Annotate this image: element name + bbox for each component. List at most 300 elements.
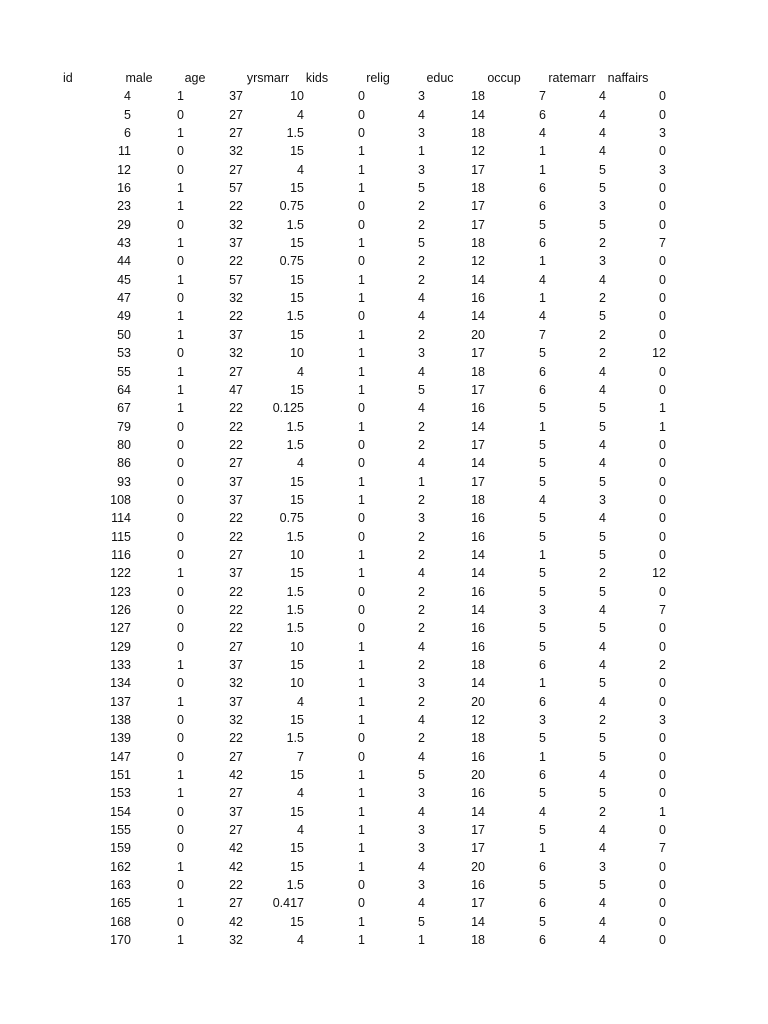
cell-occup: 5 — [539, 217, 546, 232]
cell-kids: 1 — [358, 492, 365, 507]
cell-kids: 0 — [358, 529, 365, 544]
cell-yrsmarr: 4 — [297, 364, 304, 379]
cell-ratemarr: 3 — [599, 254, 606, 269]
column-header-relig: relig — [366, 71, 390, 85]
table-row — [0, 729, 768, 747]
cell-kids: 0 — [358, 896, 365, 911]
cell-male: 0 — [177, 841, 184, 856]
cell-occup: 4 — [539, 492, 546, 507]
cell-naffairs: 0 — [659, 217, 666, 232]
cell-relig: 4 — [418, 401, 425, 416]
cell-kids: 0 — [358, 254, 365, 269]
cell-kids: 1 — [358, 658, 365, 672]
cell-id: 16 — [117, 181, 131, 196]
cell-kids: 0 — [358, 456, 365, 471]
cell-kids: 0 — [358, 199, 365, 214]
cell-kids: 0 — [358, 511, 365, 526]
cell-age: 22 — [229, 878, 243, 893]
cell-naffairs: 3 — [659, 713, 666, 728]
cell-yrsmarr: 10 — [290, 346, 304, 361]
cell-yrsmarr: 0.75 — [279, 511, 304, 526]
cell-educ: 16 — [471, 511, 485, 526]
table-row — [0, 674, 768, 692]
cell-educ: 14 — [471, 547, 485, 562]
cell-ratemarr: 4 — [599, 456, 606, 471]
cell-relig: 3 — [418, 511, 425, 526]
cell-male: 0 — [177, 713, 184, 728]
cell-ratemarr: 4 — [599, 89, 606, 104]
cell-age: 42 — [229, 859, 243, 874]
cell-ratemarr: 2 — [599, 346, 606, 361]
cell-ratemarr: 2 — [599, 713, 606, 728]
cell-educ: 16 — [471, 621, 485, 636]
cell-male: 1 — [177, 181, 184, 196]
cell-occup: 1 — [539, 749, 546, 764]
cell-male: 0 — [177, 291, 184, 306]
cell-male: 0 — [177, 584, 184, 599]
cell-age: 22 — [229, 602, 243, 617]
cell-id: 122 — [110, 566, 131, 581]
cell-kids: 0 — [358, 309, 365, 324]
cell-yrsmarr: 4 — [297, 456, 304, 471]
cell-yrsmarr: 15 — [290, 144, 304, 159]
cell-ratemarr: 4 — [599, 382, 606, 397]
cell-ratemarr: 5 — [599, 749, 606, 764]
column-header-id: id — [63, 71, 73, 85]
cell-kids: 1 — [358, 272, 365, 287]
cell-occup: 5 — [539, 456, 546, 471]
cell-occup: 5 — [539, 584, 546, 599]
column-header-kids: kids — [305, 71, 329, 85]
cell-ratemarr: 2 — [599, 804, 606, 819]
cell-yrsmarr: 1.5 — [286, 878, 304, 893]
table-row — [0, 638, 768, 656]
cell-relig: 2 — [418, 584, 425, 599]
cell-id: 29 — [117, 217, 131, 232]
cell-occup: 1 — [539, 291, 546, 306]
table-row — [0, 546, 768, 564]
cell-ratemarr: 5 — [599, 676, 606, 691]
cell-occup: 6 — [539, 382, 546, 397]
column-header-naffairs: naffairs — [607, 71, 649, 85]
cell-educ: 17 — [471, 217, 485, 232]
cell-naffairs: 0 — [659, 327, 666, 342]
cell-yrsmarr: 10 — [290, 676, 304, 691]
cell-kids: 0 — [358, 749, 365, 764]
table-row — [0, 766, 768, 784]
cell-ratemarr: 4 — [599, 437, 606, 452]
cell-ratemarr: 4 — [599, 144, 606, 159]
table-row — [0, 931, 768, 949]
cell-age: 37 — [229, 566, 243, 581]
cell-naffairs: 0 — [659, 914, 666, 929]
cell-male: 0 — [177, 492, 184, 507]
cell-relig: 4 — [418, 639, 425, 654]
cell-ratemarr: 4 — [599, 511, 606, 526]
cell-male: 0 — [177, 162, 184, 177]
cell-age: 37 — [229, 236, 243, 251]
cell-occup: 6 — [539, 859, 546, 874]
cell-occup: 5 — [539, 346, 546, 361]
cell-male: 1 — [177, 859, 184, 874]
cell-kids: 0 — [358, 401, 365, 416]
table-row — [0, 161, 768, 179]
cell-yrsmarr: 15 — [290, 181, 304, 196]
cell-age: 27 — [229, 162, 243, 177]
cell-age: 22 — [229, 254, 243, 269]
column-header-age: age — [184, 71, 206, 85]
cell-occup: 5 — [539, 823, 546, 838]
cell-relig: 2 — [418, 419, 425, 434]
cell-relig: 2 — [418, 254, 425, 269]
cell-age: 32 — [229, 933, 243, 948]
cell-naffairs: 0 — [659, 511, 666, 526]
cell-relig: 3 — [418, 823, 425, 838]
table-row — [0, 564, 768, 582]
cell-kids: 0 — [358, 602, 365, 617]
cell-male: 0 — [177, 346, 184, 361]
cell-kids: 1 — [358, 694, 365, 709]
cell-educ: 16 — [471, 529, 485, 544]
cell-yrsmarr: 4 — [297, 694, 304, 709]
cell-male: 0 — [177, 511, 184, 526]
table-row — [0, 509, 768, 527]
cell-male: 0 — [177, 254, 184, 269]
cell-male: 1 — [177, 401, 184, 416]
cell-kids: 1 — [358, 547, 365, 562]
table-row — [0, 858, 768, 876]
cell-id: 86 — [117, 456, 131, 471]
cell-kids: 0 — [358, 89, 365, 104]
cell-ratemarr: 5 — [599, 529, 606, 544]
cell-ratemarr: 3 — [599, 492, 606, 507]
cell-yrsmarr: 15 — [290, 859, 304, 874]
cell-occup: 5 — [539, 401, 546, 416]
cell-educ: 20 — [471, 694, 485, 709]
cell-naffairs: 0 — [659, 437, 666, 452]
cell-naffairs: 0 — [659, 199, 666, 214]
column-header-male: male — [125, 71, 153, 85]
column-header-yrsmarr: yrsmarr — [246, 71, 290, 85]
cell-educ: 20 — [471, 859, 485, 874]
cell-ratemarr: 4 — [599, 602, 606, 617]
cell-occup: 1 — [539, 162, 546, 177]
table-row — [0, 381, 768, 399]
cell-educ: 14 — [471, 914, 485, 929]
cell-educ: 17 — [471, 896, 485, 911]
cell-naffairs: 1 — [659, 804, 666, 819]
cell-ratemarr: 5 — [599, 474, 606, 489]
cell-educ: 12 — [471, 254, 485, 269]
cell-occup: 4 — [539, 309, 546, 324]
cell-id: 115 — [111, 529, 131, 544]
table-row — [0, 473, 768, 491]
table-row — [0, 418, 768, 436]
cell-educ: 16 — [471, 786, 485, 801]
table-row — [0, 197, 768, 215]
cell-male: 0 — [177, 676, 184, 691]
cell-naffairs: 0 — [659, 89, 666, 104]
cell-age: 57 — [229, 272, 243, 287]
cell-occup: 5 — [539, 529, 546, 544]
cell-male: 0 — [177, 639, 184, 654]
cell-ratemarr: 5 — [599, 878, 606, 893]
cell-relig: 2 — [418, 327, 425, 342]
cell-occup: 6 — [539, 694, 546, 709]
cell-kids: 0 — [358, 437, 365, 452]
column-header-educ: educ — [426, 71, 454, 85]
cell-male: 1 — [177, 126, 184, 141]
cell-id: 126 — [110, 602, 131, 617]
cell-educ: 14 — [471, 804, 485, 819]
cell-yrsmarr: 15 — [290, 272, 304, 287]
cell-male: 0 — [177, 144, 184, 159]
cell-id: 12 — [117, 162, 131, 177]
cell-occup: 6 — [539, 181, 546, 196]
cell-educ: 16 — [471, 584, 485, 599]
cell-id: 163 — [110, 878, 131, 893]
cell-male: 1 — [177, 309, 184, 324]
table-row — [0, 307, 768, 325]
cell-occup: 1 — [539, 841, 546, 856]
table-row — [0, 913, 768, 931]
cell-educ: 16 — [471, 291, 485, 306]
cell-educ: 14 — [471, 419, 485, 434]
cell-yrsmarr: 15 — [290, 566, 304, 581]
cell-occup: 3 — [539, 602, 546, 617]
cell-occup: 5 — [539, 566, 546, 581]
cell-relig: 3 — [418, 346, 425, 361]
cell-yrsmarr: 15 — [290, 291, 304, 306]
cell-id: 45 — [117, 272, 131, 287]
cell-yrsmarr: 0.75 — [279, 199, 304, 214]
cell-id: 11 — [118, 144, 131, 159]
cell-id: 50 — [117, 327, 131, 342]
cell-relig: 5 — [418, 181, 425, 196]
cell-relig: 2 — [418, 492, 425, 507]
cell-yrsmarr: 1.5 — [286, 529, 304, 544]
cell-occup: 1 — [539, 547, 546, 562]
cell-educ: 16 — [471, 401, 485, 416]
cell-yrsmarr: 1.5 — [286, 584, 304, 599]
cell-relig: 4 — [418, 713, 425, 728]
cell-relig: 3 — [418, 786, 425, 801]
cell-naffairs: 0 — [659, 254, 666, 269]
cell-kids: 1 — [358, 786, 365, 801]
cell-yrsmarr: 1.5 — [286, 126, 304, 141]
cell-educ: 17 — [471, 437, 485, 452]
cell-educ: 14 — [471, 309, 485, 324]
cell-yrsmarr: 4 — [297, 786, 304, 801]
cell-relig: 2 — [418, 547, 425, 562]
cell-educ: 18 — [471, 933, 485, 948]
cell-ratemarr: 4 — [599, 272, 606, 287]
cell-relig: 4 — [418, 859, 425, 874]
cell-ratemarr: 2 — [599, 236, 606, 251]
cell-occup: 1 — [539, 144, 546, 159]
cell-naffairs: 0 — [659, 309, 666, 324]
cell-kids: 0 — [358, 584, 365, 599]
table-row — [0, 87, 768, 105]
cell-age: 27 — [229, 639, 243, 654]
cell-ratemarr: 5 — [599, 309, 606, 324]
cell-yrsmarr: 4 — [297, 823, 304, 838]
cell-male: 1 — [177, 768, 184, 783]
cell-id: 162 — [110, 859, 131, 874]
table-row — [0, 528, 768, 546]
cell-naffairs: 0 — [659, 492, 666, 507]
cell-educ: 18 — [471, 492, 485, 507]
cell-relig: 3 — [418, 126, 425, 141]
table-row — [0, 271, 768, 289]
cell-naffairs: 0 — [659, 933, 666, 948]
cell-male: 0 — [177, 529, 184, 544]
cell-relig: 1 — [418, 144, 425, 159]
cell-age: 37 — [229, 474, 243, 489]
cell-male: 0 — [177, 804, 184, 819]
cell-naffairs: 0 — [659, 474, 666, 489]
cell-age: 32 — [229, 713, 243, 728]
cell-yrsmarr: 0.75 — [279, 254, 304, 269]
cell-id: 64 — [117, 382, 131, 397]
cell-ratemarr: 4 — [599, 823, 606, 838]
cell-id: 93 — [117, 474, 131, 489]
table-row — [0, 179, 768, 197]
cell-educ: 17 — [471, 841, 485, 856]
cell-relig: 5 — [418, 236, 425, 251]
table-row — [0, 876, 768, 894]
cell-relig: 2 — [418, 199, 425, 214]
table-row — [0, 344, 768, 362]
cell-relig: 4 — [418, 364, 425, 379]
cell-id: 165 — [110, 896, 131, 911]
table-row — [0, 784, 768, 802]
cell-occup: 7 — [539, 327, 546, 342]
cell-male: 0 — [177, 217, 184, 232]
cell-yrsmarr: 15 — [290, 382, 304, 397]
table-row — [0, 656, 768, 674]
cell-naffairs: 0 — [659, 291, 666, 306]
cell-ratemarr: 4 — [599, 639, 606, 654]
cell-id: 168 — [110, 914, 131, 929]
cell-age: 27 — [229, 896, 243, 911]
cell-naffairs: 0 — [659, 786, 666, 801]
cell-ratemarr: 5 — [599, 181, 606, 196]
cell-kids: 1 — [358, 859, 365, 874]
cell-id: 44 — [117, 254, 131, 269]
cell-yrsmarr: 1.5 — [286, 309, 304, 324]
cell-yrsmarr: 15 — [290, 492, 304, 507]
table-row — [0, 399, 768, 417]
cell-age: 22 — [229, 529, 243, 544]
cell-id: 43 — [117, 236, 131, 251]
cell-male: 0 — [177, 474, 184, 489]
cell-age: 22 — [229, 731, 243, 746]
table-row — [0, 619, 768, 637]
cell-naffairs: 1 — [659, 419, 666, 434]
table-row — [0, 436, 768, 454]
cell-ratemarr: 5 — [599, 162, 606, 177]
cell-occup: 1 — [539, 419, 546, 434]
cell-naffairs: 0 — [659, 676, 666, 691]
cell-male: 1 — [177, 382, 184, 397]
cell-male: 1 — [177, 199, 184, 214]
cell-naffairs: 12 — [652, 346, 666, 361]
cell-yrsmarr: 15 — [290, 327, 304, 342]
cell-id: 134 — [110, 676, 131, 691]
cell-occup: 6 — [539, 896, 546, 911]
cell-educ: 16 — [471, 878, 485, 893]
cell-yrsmarr: 15 — [290, 841, 304, 856]
cell-relig: 1 — [418, 933, 425, 948]
cell-age: 22 — [229, 309, 243, 324]
cell-relig: 4 — [418, 566, 425, 581]
table-row — [0, 124, 768, 142]
cell-id: 114 — [111, 511, 131, 526]
table-row — [0, 363, 768, 381]
table-row — [0, 839, 768, 857]
cell-naffairs: 0 — [659, 621, 666, 636]
table-row — [0, 216, 768, 234]
cell-kids: 1 — [358, 181, 365, 196]
cell-age: 42 — [229, 914, 243, 929]
cell-id: 47 — [117, 291, 131, 306]
cell-educ: 20 — [471, 327, 485, 342]
cell-yrsmarr: 0.125 — [272, 401, 304, 416]
cell-age: 27 — [229, 456, 243, 471]
cell-relig: 2 — [418, 694, 425, 709]
cell-yrsmarr: 1.5 — [286, 621, 304, 636]
cell-educ: 18 — [471, 181, 485, 196]
cell-relig: 2 — [418, 602, 425, 617]
cell-id: 79 — [117, 419, 131, 434]
cell-male: 1 — [177, 566, 184, 581]
cell-educ: 18 — [471, 658, 485, 672]
cell-age: 22 — [229, 199, 243, 214]
cell-educ: 17 — [471, 346, 485, 361]
cell-ratemarr: 4 — [599, 841, 606, 856]
cell-age: 42 — [229, 841, 243, 856]
cell-age: 22 — [229, 511, 243, 526]
cell-naffairs: 0 — [659, 382, 666, 397]
cell-id: 133 — [110, 658, 131, 672]
cell-educ: 18 — [471, 126, 485, 141]
cell-occup: 5 — [539, 914, 546, 929]
cell-occup: 6 — [539, 658, 546, 672]
cell-relig: 3 — [418, 89, 425, 104]
cell-age: 27 — [229, 126, 243, 141]
cell-age: 37 — [229, 804, 243, 819]
cell-kids: 0 — [358, 621, 365, 636]
cell-id: 67 — [117, 401, 131, 416]
cell-naffairs: 0 — [659, 584, 666, 599]
cell-age: 32 — [229, 676, 243, 691]
cell-yrsmarr: 1.5 — [286, 731, 304, 746]
cell-relig: 3 — [418, 162, 425, 177]
cell-id: 108 — [110, 492, 131, 507]
cell-age: 22 — [229, 621, 243, 636]
cell-male: 1 — [177, 272, 184, 287]
cell-age: 37 — [229, 492, 243, 507]
cell-age: 47 — [229, 382, 243, 397]
cell-educ: 14 — [471, 676, 485, 691]
cell-id: 159 — [110, 841, 131, 856]
cell-occup: 4 — [539, 272, 546, 287]
cell-id: 129 — [110, 639, 131, 654]
header-row — [0, 69, 768, 87]
cell-occup: 5 — [539, 437, 546, 452]
cell-male: 1 — [177, 933, 184, 948]
